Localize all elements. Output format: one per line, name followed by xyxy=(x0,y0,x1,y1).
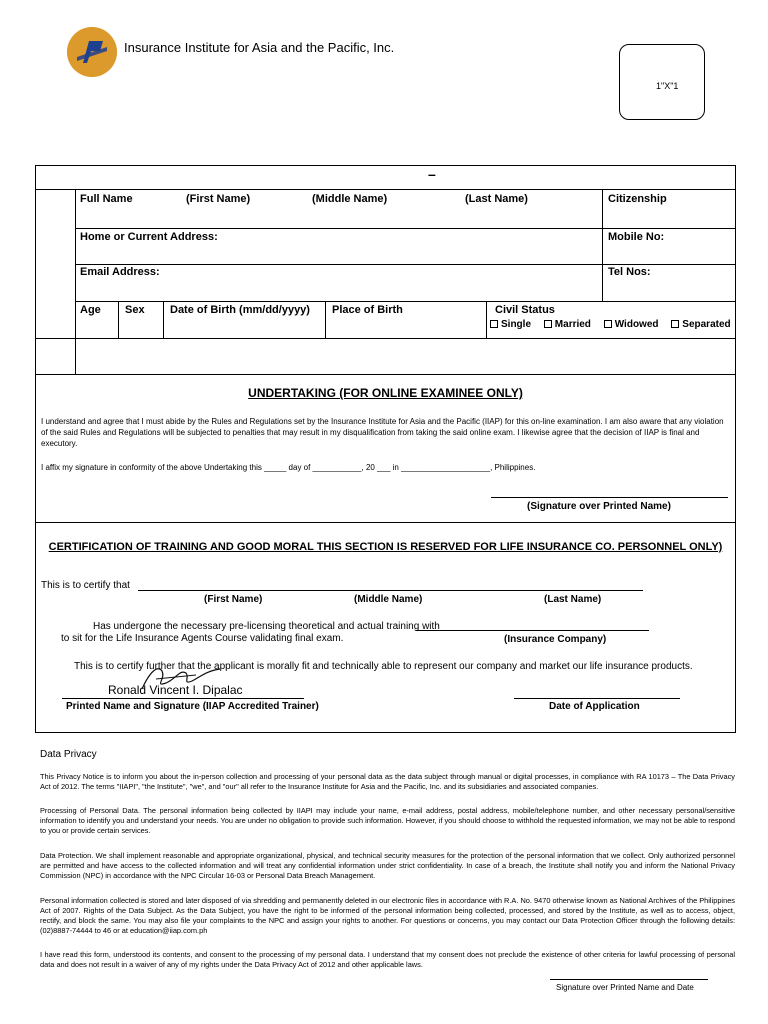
photo-size-label: 1"X"1 xyxy=(656,81,679,91)
column-divider xyxy=(486,301,487,338)
dob-label: Date of Birth (mm/dd/yyyy) xyxy=(170,304,310,316)
civil-status-label: Civil Status xyxy=(495,304,555,316)
privacy-paragraph: This Privacy Notice is to inform you about the in-person collection and processing of your personal data as the data subject through manual or digital processes, in compliance with RA 10173 – The Data Privacy Act of 2012. The terms "IIAPI", "the Institute", "we", and "our" all refer to the Insurance Institute for Asia and the Pacific, Inc. and its subsidiaries and associated companies. xyxy=(40,772,735,791)
trainer-label: Printed Name and Signature (IIAP Accredited Trainer) xyxy=(66,701,319,712)
certify-that-text: This is to certify that xyxy=(41,580,130,591)
column-divider xyxy=(163,301,164,338)
civil-option-widowed[interactable]: Widowed xyxy=(604,319,659,330)
privacy-paragraph: Processing of Personal Data. The personal information being collected by IIAPI may include your name, e-mail address, postal address, mobile/telephone number, and other necessary personal/sensitive information to identify you and understand your needs. You are under no obligation to provide such information. However, if you should choose to withhold the requested information, we may not be able to respond to you or provide certain services. xyxy=(40,806,735,835)
undertaking-signature-line xyxy=(491,497,728,498)
row-divider xyxy=(36,338,735,339)
trainer-name: Ronald Vincent I. Dipalac xyxy=(108,683,243,697)
citizenship-label: Citizenship xyxy=(608,193,667,205)
organization-name: Insurance Institute for Asia and the Pacific, Inc. xyxy=(124,40,395,55)
application-form xyxy=(35,165,736,733)
moral-certification-text: This is to certify further that the applicant is morally fit and technically able to represent our company and market our life insurance products. xyxy=(74,661,693,672)
sex-label: Sex xyxy=(125,304,145,316)
trainer-signature-icon xyxy=(136,661,226,693)
privacy-paragraph: Data Protection. We shall implement reasonable and appropriate organizational, physical, and technical security measures for the protection of the personal information that we collect. Only authorized personnel are permitted and have access to the collected information and will treat any confidential information under strict confidentiality. In case of a breach, the Institute shall notify you and inform the National Privacy Commission (NPC) in accordance with the NPC Circular 16-03 or Personal Data Breach Management. xyxy=(40,851,735,880)
column-divider xyxy=(325,301,326,338)
privacy-paragraph: I have read this form, understood its contents, and consent to the processing of my personal data. I understand that my consent does not preclude the existence of other criteria for lawful processing of personal data and does not result in a waiver of any of my rights under the Data Privacy Act of 2012 and other applicable laws. xyxy=(40,950,735,969)
privacy-signature-label: Signature over Printed Name and Date xyxy=(556,983,694,992)
logo-icon xyxy=(67,27,117,77)
insurance-company-line xyxy=(416,630,649,631)
civil-option-separated[interactable]: Separated xyxy=(671,319,730,330)
privacy-signature-line xyxy=(550,979,708,980)
mobile-no-label: Mobile No: xyxy=(608,231,665,243)
email-label: Email Address: xyxy=(80,266,160,278)
last-name-label: (Last Name) xyxy=(465,193,528,205)
checkbox-icon xyxy=(490,320,498,328)
civil-option-single[interactable]: Single xyxy=(490,319,531,330)
row-divider xyxy=(75,264,735,265)
age-label: Age xyxy=(80,304,101,316)
tel-nos-label: Tel Nos: xyxy=(608,266,651,278)
civil-status-options xyxy=(490,319,741,330)
full-name-label: Full Name xyxy=(80,193,133,205)
trainer-signature-line xyxy=(62,698,304,699)
training-text-line2: to sit for the Life Insurance Agents Course validating final exam. xyxy=(61,633,344,644)
row-divider xyxy=(36,374,735,375)
iiap-logo xyxy=(67,27,117,77)
column-divider xyxy=(118,301,119,338)
home-address-label: Home or Current Address: xyxy=(80,231,218,243)
place-of-birth-label: Place of Birth xyxy=(332,304,403,316)
insurance-company-label: (Insurance Company) xyxy=(504,634,607,645)
undertaking-signature-label: (Signature over Printed Name) xyxy=(527,501,671,512)
cert-first-name-label: (First Name) xyxy=(204,594,263,605)
row-divider xyxy=(36,522,735,523)
date-of-application-line xyxy=(514,698,680,699)
checkbox-icon xyxy=(544,320,552,328)
undertaking-affix: I affix my signature in conformity of the above Undertaking this _____ day of ___________, 20 ___ in ____________________, Philippines. xyxy=(41,463,536,472)
date-of-application-label: Date of Application xyxy=(549,701,640,712)
cert-last-name-label: (Last Name) xyxy=(544,594,602,605)
cert-middle-name-label: (Middle Name) xyxy=(354,594,423,605)
row-divider xyxy=(75,301,735,302)
undertaking-body: I understand and agree that I must abide by the Rules and Regulations set by the Insurance Institute for Asia and the Pacific (IIAP) for this on-line examination. I am also aware that any violation of the said Rules and Regulations will be subjected to penalties that may result in my disqualification from taking the said online exam. I likewise agree that the decision of IIAP is final and executory. xyxy=(41,417,724,448)
column-divider xyxy=(602,189,603,301)
row-divider xyxy=(75,228,735,229)
trainee-name-line xyxy=(138,590,643,591)
civil-option-married[interactable]: Married xyxy=(544,319,591,330)
column-divider xyxy=(75,189,76,374)
certification-title: CERTIFICATION OF TRAINING AND GOOD MORAL THIS SECTION IS RESERVED FOR LIFE INSURANCE CO. PERSONNEL ONLY) xyxy=(48,541,723,553)
undertaking-title: UNDERTAKING (FOR ONLINE EXAMINEE ONLY) xyxy=(248,386,523,400)
first-name-label: (First Name) xyxy=(186,193,251,205)
middle-name-label: (Middle Name) xyxy=(312,193,388,205)
privacy-paragraph: Personal information collected is stored and later disposed of via shredding and permanently deleted in our electronic files in accordance with R.A. No. 9470 otherwise known as National Archives of the Philippines Act of 2007. Rights of the Data Subject. As the Data Subject, you have the right to be informed of the personal information being collected, processed, and stored by the Institute, as well as to access, object, rectify, and block the same. You may also file your complaints to the NPC and assign your rights to another. For questions or concerns, you may contact our Data Protection Officer through the following details: (02)8887-74444 to 46 or at education@iiap.com.ph xyxy=(40,896,735,935)
photo-placeholder-box xyxy=(619,44,705,120)
data-privacy-title: Data Privacy xyxy=(40,749,97,760)
training-text-line1: Has undergone the necessary pre-licensing theoretical and actual training with xyxy=(93,621,440,632)
row-divider xyxy=(36,189,735,190)
checkbox-icon xyxy=(671,320,679,328)
top-dash: – xyxy=(428,166,436,182)
checkbox-icon xyxy=(604,320,612,328)
